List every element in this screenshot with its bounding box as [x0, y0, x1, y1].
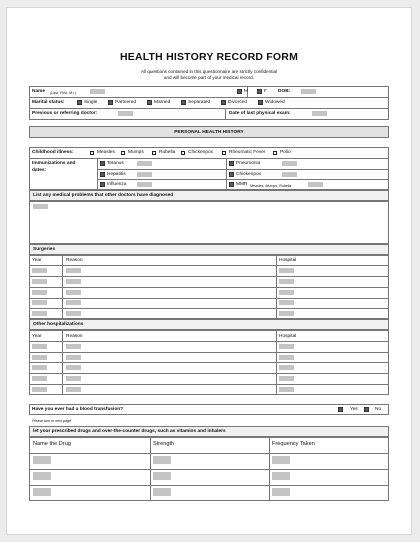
mumps-checkbox[interactable] [121, 151, 125, 155]
marital-separated-checkbox[interactable] [181, 100, 186, 105]
pneumonia-label: Pneumonia [236, 161, 261, 166]
influenza-checkbox[interactable] [100, 182, 105, 187]
influenza-date-field[interactable] [137, 182, 152, 187]
marital-widowed-checkbox[interactable] [258, 100, 263, 105]
turn-page-note: Please turn to next page [32, 419, 71, 423]
chickenpox-immunization-checkbox[interactable] [229, 172, 234, 177]
marital-separated-label: Separated [188, 100, 211, 105]
immunizations-label-2: dates: [32, 168, 47, 173]
surgery-5-year[interactable] [32, 311, 47, 316]
transfusion-question: Have you ever had a blood transfusion? [32, 407, 124, 412]
previous-doctor-field[interactable] [118, 111, 133, 116]
drug-3-name[interactable] [33, 488, 51, 496]
polio-label: Polio [280, 150, 291, 155]
surgery-4-year[interactable] [32, 300, 47, 305]
surgeries-col-year: Year [32, 258, 42, 263]
name-label: Name [32, 89, 46, 94]
measles-checkbox[interactable] [90, 151, 94, 155]
mmr-date-field[interactable] [308, 182, 323, 187]
surgery-1-year[interactable] [32, 268, 47, 273]
surgery-2-hospital[interactable] [279, 279, 294, 284]
marital-widowed-label: Widowed [265, 100, 285, 105]
sex-m-label: M [244, 89, 248, 94]
drug-2-strength[interactable] [153, 472, 171, 480]
personal-health-header [29, 126, 389, 138]
drug-1-frequency[interactable] [272, 456, 290, 464]
form-title: HEALTH HISTORY RECORD FORM [119, 51, 299, 63]
pneumonia-checkbox[interactable] [229, 161, 234, 166]
surgery-2-reason[interactable] [66, 279, 81, 284]
problems-area[interactable] [29, 201, 389, 244]
subtitle-line-1: All questions contained in this questionnaire are strictly confidential [140, 69, 278, 74]
personal-health-title: PERSONAL HEALTH HISTORY [174, 130, 244, 135]
hosp-1-hospital[interactable] [279, 344, 294, 349]
chickenpox-childhood-label: Chickenpox [188, 150, 214, 155]
hepatitis-label: Hepatitis [107, 172, 126, 177]
surgeries-col-reason: Reason [66, 258, 83, 263]
drug-3-frequency[interactable] [272, 488, 290, 496]
mmr-label: MMR [236, 182, 248, 187]
other-hosp-header [29, 319, 389, 330]
influenza-label: Influenza [107, 182, 127, 187]
surgery-5-hospital[interactable] [279, 311, 294, 316]
other-hosp-col-reason: Reason [66, 334, 83, 339]
surgery-4-hospital[interactable] [279, 300, 294, 305]
mmr-hint: Measles, Mumps, Rubella [250, 184, 292, 188]
chickenpox-immunization-label: Chickenpox [236, 172, 262, 177]
drug-1-name[interactable] [33, 456, 51, 464]
transfusion-no-checkbox[interactable] [364, 407, 369, 412]
polio-checkbox[interactable] [273, 151, 277, 155]
marital-single-label: Single [84, 100, 98, 105]
surgery-1-reason[interactable] [66, 268, 81, 273]
hosp-1-reason[interactable] [66, 344, 81, 349]
transfusion-yes-label: Yes [350, 407, 358, 412]
mmr-checkbox[interactable] [229, 182, 234, 187]
childhood-label: Childhood illness: [32, 150, 74, 155]
hosp-4-year[interactable] [32, 376, 47, 381]
marital-divorced-checkbox[interactable] [221, 100, 226, 105]
hosp-3-hospital[interactable] [279, 365, 294, 370]
drug-1-strength[interactable] [153, 456, 171, 464]
surgery-1-hospital[interactable] [279, 268, 294, 273]
dob-label: DOB: [278, 89, 291, 94]
marital-partnered-label: Partnered [115, 100, 137, 105]
hosp-2-year[interactable] [32, 355, 47, 360]
hepatitis-checkbox[interactable] [100, 172, 105, 177]
tetanus-label: Tetanus [107, 161, 124, 166]
hosp-4-hospital[interactable] [279, 376, 294, 381]
hosp-3-year[interactable] [32, 365, 47, 370]
sex-f-checkbox[interactable] [257, 89, 262, 94]
surgeries-header-label: Surgeries [33, 247, 56, 252]
transfusion-yes-checkbox[interactable] [338, 407, 343, 412]
hosp-2-reason[interactable] [66, 355, 81, 360]
chickenpox-date-field[interactable] [282, 172, 297, 177]
tetanus-checkbox[interactable] [100, 161, 105, 166]
measles-label: Measles [97, 150, 115, 155]
mumps-label: Mumps [128, 150, 144, 155]
drugs-col-strength: Strength [153, 441, 175, 447]
hepatitis-date-field[interactable] [137, 172, 152, 177]
marital-label: Marital status: [32, 100, 65, 105]
surgery-2-year[interactable] [32, 279, 47, 284]
marital-divorced-label: Divorced [228, 100, 247, 105]
drug-3-strength[interactable] [153, 488, 171, 496]
hosp-4-reason[interactable] [66, 376, 81, 381]
surgery-4-reason[interactable] [66, 300, 81, 305]
hosp-3-reason[interactable] [66, 365, 81, 370]
problems-header-label: List any medical problems that other doctors have diagnosed [33, 193, 174, 198]
drugs-col-frequency: Frequency Taken [272, 441, 315, 447]
name-hint: (Last, First, M.I.) [50, 91, 77, 95]
rubella-checkbox[interactable] [152, 151, 156, 155]
last-exam-field[interactable] [312, 111, 327, 116]
hosp-5-reason[interactable] [66, 387, 81, 392]
surgery-3-hospital[interactable] [279, 290, 294, 295]
form-page [6, 7, 412, 535]
transfusion-no-label: No [375, 407, 382, 412]
immunizations-label-1: Immunizations and [32, 161, 76, 166]
marital-married-checkbox[interactable] [147, 100, 152, 105]
marital-married-label: Married [154, 100, 171, 105]
rubella-label: Rubella [159, 150, 176, 155]
drugs-col-name: Name the Drug [33, 441, 71, 447]
problems-field[interactable] [33, 204, 48, 209]
hosp-1-year[interactable] [32, 344, 47, 349]
other-hosp-col-hospital: Hospital [279, 334, 297, 339]
previous-doctor-label: Previous or referring doctor: [32, 111, 98, 116]
problems-header [29, 190, 389, 201]
marital-partnered-checkbox[interactable] [108, 100, 113, 105]
rheumatic-fever-checkbox[interactable] [222, 151, 226, 155]
drug-2-frequency[interactable] [272, 472, 290, 480]
surgery-3-reason[interactable] [66, 290, 81, 295]
sex-m-checkbox[interactable] [237, 89, 242, 94]
sex-f-label: F [264, 89, 267, 94]
drugs-header [29, 426, 389, 437]
surgery-5-reason[interactable] [66, 311, 81, 316]
subtitle-line-2: and will become part of your medical record. [163, 75, 255, 80]
tetanus-date-field[interactable] [137, 161, 152, 166]
drugs-header-label: let your prescribed drugs and over-the-counter drugs, such as vitamins and inhalers [33, 429, 226, 434]
rheumatic-fever-label: Rheumatic Fever [229, 150, 266, 155]
other-hosp-header-label: Other hospitalizations [33, 322, 84, 327]
form-subtitle [7, 69, 411, 81]
pneumonia-date-field[interactable] [282, 161, 297, 166]
surgery-3-year[interactable] [32, 290, 47, 295]
chickenpox-childhood-checkbox[interactable] [181, 151, 185, 155]
hosp-5-hospital[interactable] [279, 387, 294, 392]
hosp-2-hospital[interactable] [279, 355, 294, 360]
dob-field[interactable] [301, 89, 316, 94]
other-hosp-col-year: Year [32, 334, 42, 339]
surgeries-col-hospital: Hospital [279, 258, 297, 263]
drug-2-name[interactable] [33, 472, 51, 480]
marital-single-checkbox[interactable] [77, 100, 82, 105]
hosp-5-year[interactable] [32, 387, 47, 392]
last-exam-label: Date of last physical exam: [229, 111, 291, 116]
surgeries-header [29, 244, 389, 255]
name-field[interactable] [90, 89, 105, 94]
